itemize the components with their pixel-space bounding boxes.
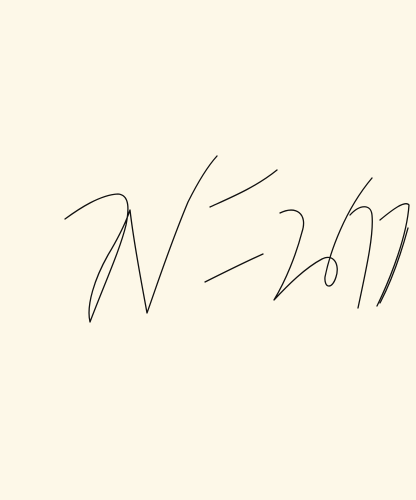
- signature-stroke: [65, 156, 217, 322]
- signature-stroke: [205, 254, 263, 282]
- signature-stroke: [377, 204, 409, 306]
- signature-stroke: [274, 178, 372, 300]
- signature-stroke: [350, 207, 372, 308]
- signature-stroke: [210, 170, 277, 207]
